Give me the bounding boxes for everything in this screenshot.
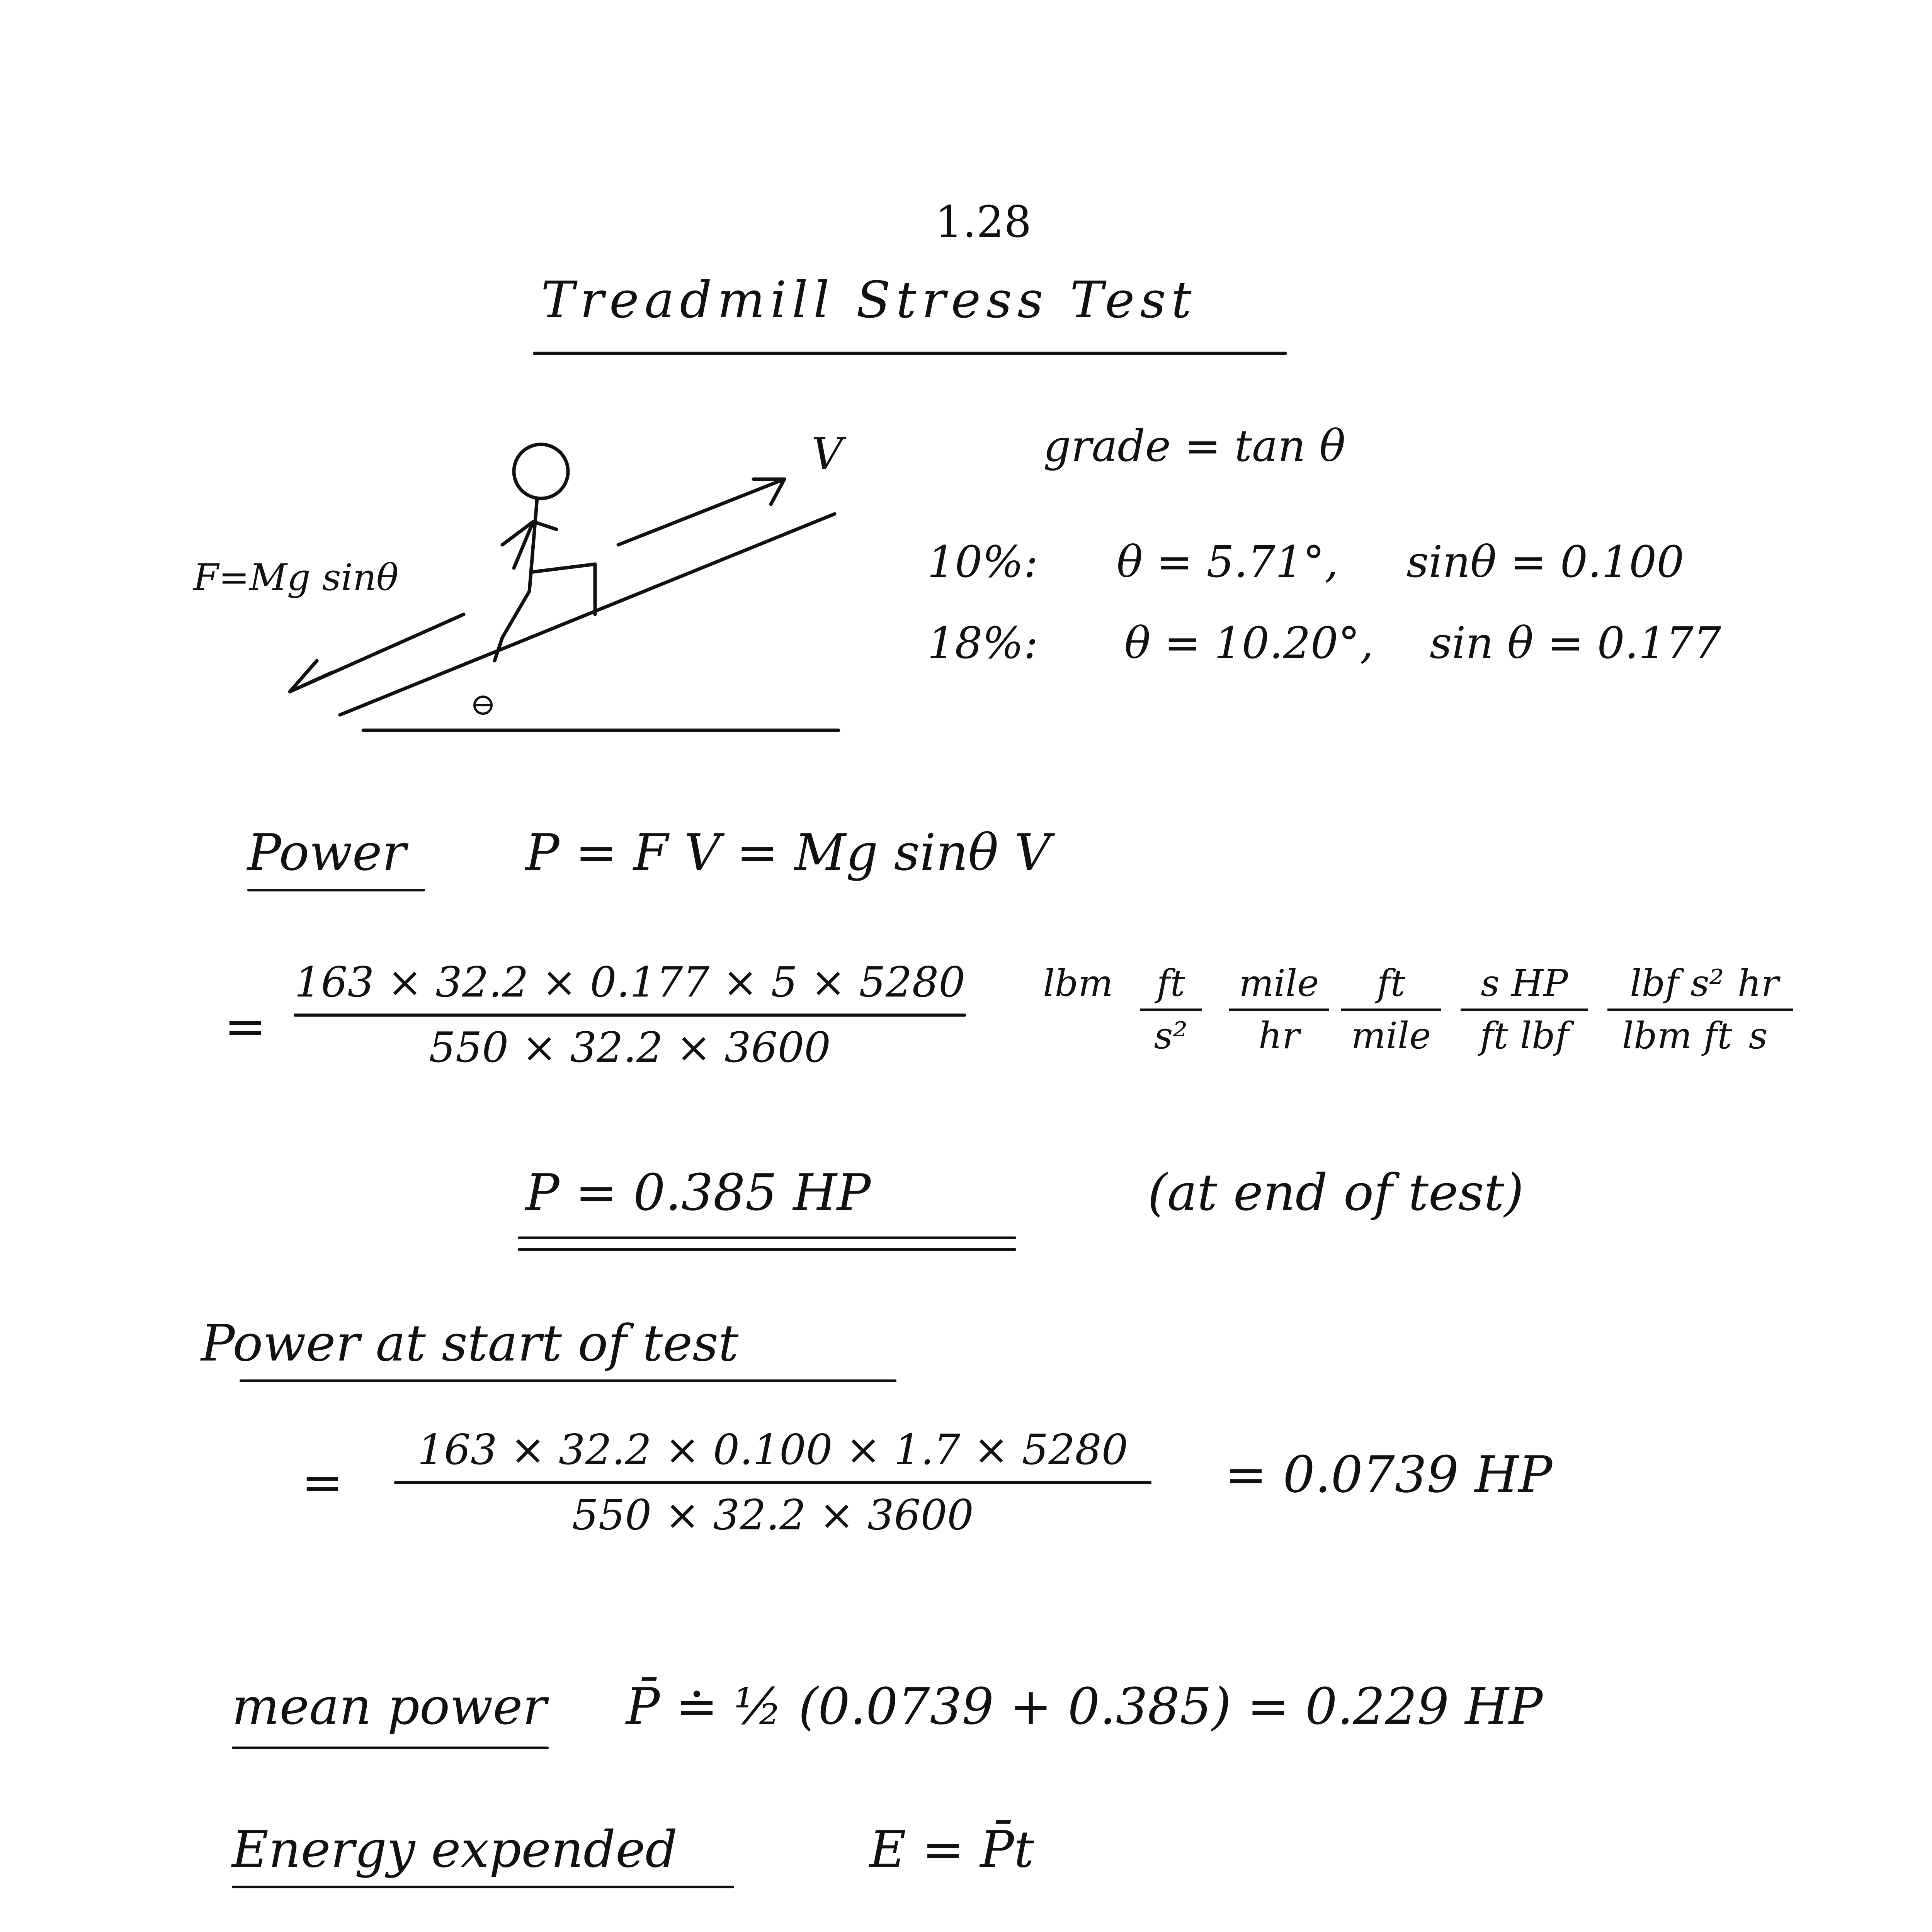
- power-end-equals: =: [224, 997, 266, 1056]
- power-end-label: Power: [247, 823, 406, 882]
- force-label: F=Mg sinθ: [193, 556, 399, 599]
- mean-power-equation: P̄ ≐ ½ (0.0739 + 0.385) = 0.229 HP: [626, 1677, 1543, 1736]
- power-start-numerator: 163 × 32.2 × 0.100 × 1.7 × 5280: [417, 1426, 1128, 1474]
- power-end-fraction-bar: [294, 1014, 966, 1017]
- power-end-unit-2: ft s²: [1140, 962, 1202, 1057]
- grade-definition: grade = tan θ: [1043, 421, 1345, 471]
- power-end-denominator: 550 × 32.2 × 3600: [429, 1024, 831, 1072]
- energy-underline: [232, 1886, 734, 1888]
- section-number: 1.28: [935, 197, 1032, 247]
- power-end-equation: P = F V = Mg sinθ V: [526, 823, 1051, 882]
- velocity-label: V: [811, 429, 843, 479]
- power-start-label: Power at start of test: [201, 1314, 739, 1372]
- power-end-unit-4: ft mile: [1341, 962, 1441, 1057]
- grade-row-10-angle: θ = 5.71°,: [1117, 537, 1338, 587]
- power-end-unit-1: lbm: [1043, 962, 1113, 1005]
- power-start-fraction: [394, 1426, 1151, 1539]
- energy-equation: E = P̄t: [869, 1820, 1034, 1879]
- power-start-fraction-bar: [394, 1481, 1151, 1484]
- power-end-unit-7: hr s: [1723, 962, 1793, 1057]
- power-end-fraction: [294, 958, 966, 1072]
- power-end-unit-6: lbf s² lbm ft: [1607, 962, 1747, 1057]
- page-title: Treadmill Stress Test: [541, 270, 1197, 329]
- power-end-result-underline-1: [518, 1236, 1016, 1239]
- grade-row-18-sine: sin θ = 0.177: [1430, 618, 1721, 668]
- power-start-denominator: 550 × 32.2 × 3600: [572, 1491, 974, 1539]
- power-end-unit-3: mile hr: [1229, 962, 1329, 1057]
- power-end-unit-5: s HP ft lbf: [1461, 962, 1588, 1057]
- grade-row-10: 10%:: [927, 537, 1038, 587]
- power-end-underline: [247, 889, 425, 891]
- power-start-equals: =: [301, 1453, 344, 1512]
- power-end-result: P = 0.385 HP: [526, 1163, 871, 1222]
- energy-label: Energy expended: [232, 1820, 678, 1879]
- power-end-result-underline-2: [518, 1248, 1016, 1251]
- power-end-note: (at end of test): [1148, 1163, 1524, 1222]
- grade-row-10-sine: sinθ = 0.100: [1406, 537, 1684, 587]
- title-underline: [533, 352, 1287, 355]
- mean-power-underline: [232, 1747, 549, 1749]
- grade-row-18: 18%:: [927, 618, 1038, 668]
- power-start-underline: [240, 1379, 896, 1382]
- power-start-result: = 0.0739 HP: [1225, 1445, 1553, 1504]
- grade-row-18-angle: θ = 10.20°,: [1124, 618, 1374, 668]
- power-end-numerator: 163 × 32.2 × 0.177 × 5 × 5280: [294, 958, 965, 1007]
- mean-power-label: mean power: [232, 1677, 547, 1736]
